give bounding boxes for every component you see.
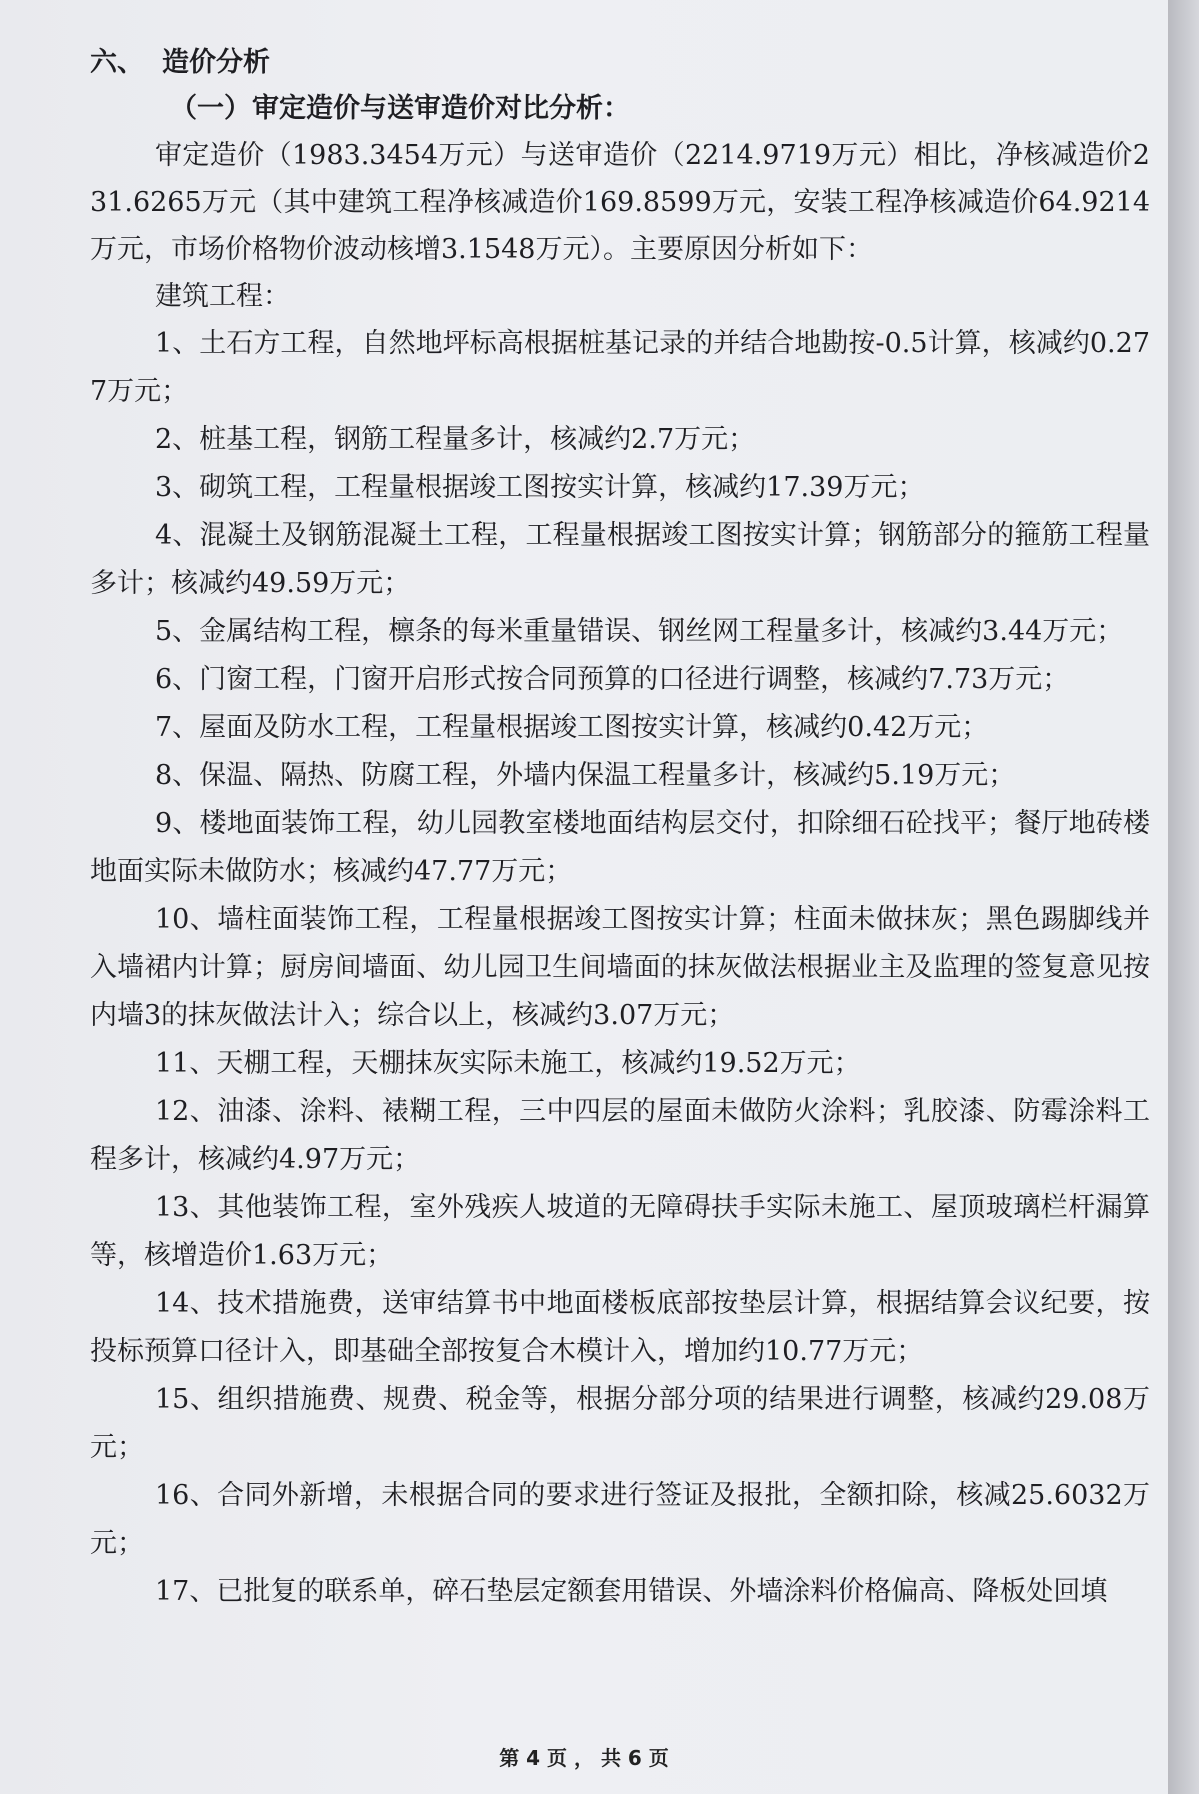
section-heading (90, 40, 1150, 86)
subsection-number: （一） (170, 93, 251, 124)
list-item: 15、组织措施费、规费、税金等，根据分部分项的结果进行调整，核减约29.08万元； (90, 1384, 1150, 1463)
list-item: 4、混凝土及钢筋混凝土工程，工程量根据竣工图按实计算；钢筋部分的箍筋工程量多计；核减约49.59万元； (90, 520, 1150, 599)
page-footer: 第 4 页 ， 共 6 页 (499, 1746, 669, 1770)
list-item: 1、土石方工程，自然地坪标高根据桩基记录的并结合地勘按-0.5计算，核减约0.277万元； (90, 328, 1150, 407)
list-item: 9、楼地面装饰工程，幼儿园教室楼地面结构层交付，扣除细石砼找平；餐厅地砖楼地面实际未做防水；核减约47.77万元； (90, 808, 1150, 887)
list-item: 13、其他装饰工程，室外残疾人坡道的无障碍扶手实际未施工、屋顶玻璃栏杆漏算等，核增造价1.63万元； (90, 1192, 1150, 1271)
list-item: 2、桩基工程，钢筋工程量多计，核减约2.7万元； (155, 424, 756, 455)
list-item: 3、砌筑工程，工程量根据竣工图按实计算，核减约17.39万元； (155, 472, 925, 503)
category-label: 建筑工程： (155, 281, 290, 312)
list-item: 5、金属结构工程，檩条的每米重量错误、钢丝网工程量多计，核减约3.44万元； (155, 616, 1124, 647)
list-item: 16、合同外新增，未根据合同的要求进行签证及报批，全额扣除，核减25.6032万元； (90, 1480, 1150, 1559)
list-item: 12、油漆、涂料、裱糊工程，三中四层的屋面未做防火涂料；乳胶漆、防霉涂料工程多计，核减约4.97万元； (90, 1096, 1150, 1175)
list-item: 8、保温、隔热、防腐工程，外墙内保温工程量多计，核减约5.19万元； (155, 760, 1016, 791)
list-item: 6、门窗工程，门窗开启形式按合同预算的口径进行调整，核减约7.73万元； (155, 664, 1070, 695)
list-item: 14、技术措施费，送审结算书中地面楼板底部按垫层计算，根据结算会议纪要，按投标预算口径计入，即基础全部按复合木模计入，增加约10.77万元； (90, 1288, 1150, 1367)
section-title: 造价分析 (162, 47, 270, 78)
subsection-title: 审定造价与送审造价对比分析： (252, 93, 630, 124)
page-edge-shadow (1168, 0, 1199, 1794)
list-item: 17、已批复的联系单，碎石垫层定额套用错误、外墙涂料价格偏高、降板处回填 (155, 1576, 1108, 1607)
section-number: 六、 (90, 47, 144, 78)
document-body (90, 40, 1150, 1616)
list-item: 7、屋面及防水工程，工程量根据竣工图按实计算，核减约0.42万元； (155, 712, 989, 743)
list-item: 10、墙柱面装饰工程，工程量根据竣工图按实计算；柱面未做抹灰；黑色踢脚线并入墙裙内计算；厨房间墙面、幼儿园卫生间墙面的抹灰做法根据业主及监理的签复意见按内墙3的抹灰做法计入；综合以上，核减约3.07万元； (90, 904, 1150, 1031)
subsection-heading (90, 86, 1150, 132)
list-item: 11、天棚工程，天棚抹灰实际未施工，核减约19.52万元； (155, 1048, 861, 1079)
intro-paragraph: 审定造价（1983.3454万元）与送审造价（2214.9719万元）相比，净核减造价231.6265万元（其中建筑工程净核减造价169.8599万元，安装工程净核减造价64.9214万元，市场价格物价波动核增3.1548万元）。主要原因分析如下： (90, 140, 1150, 265)
